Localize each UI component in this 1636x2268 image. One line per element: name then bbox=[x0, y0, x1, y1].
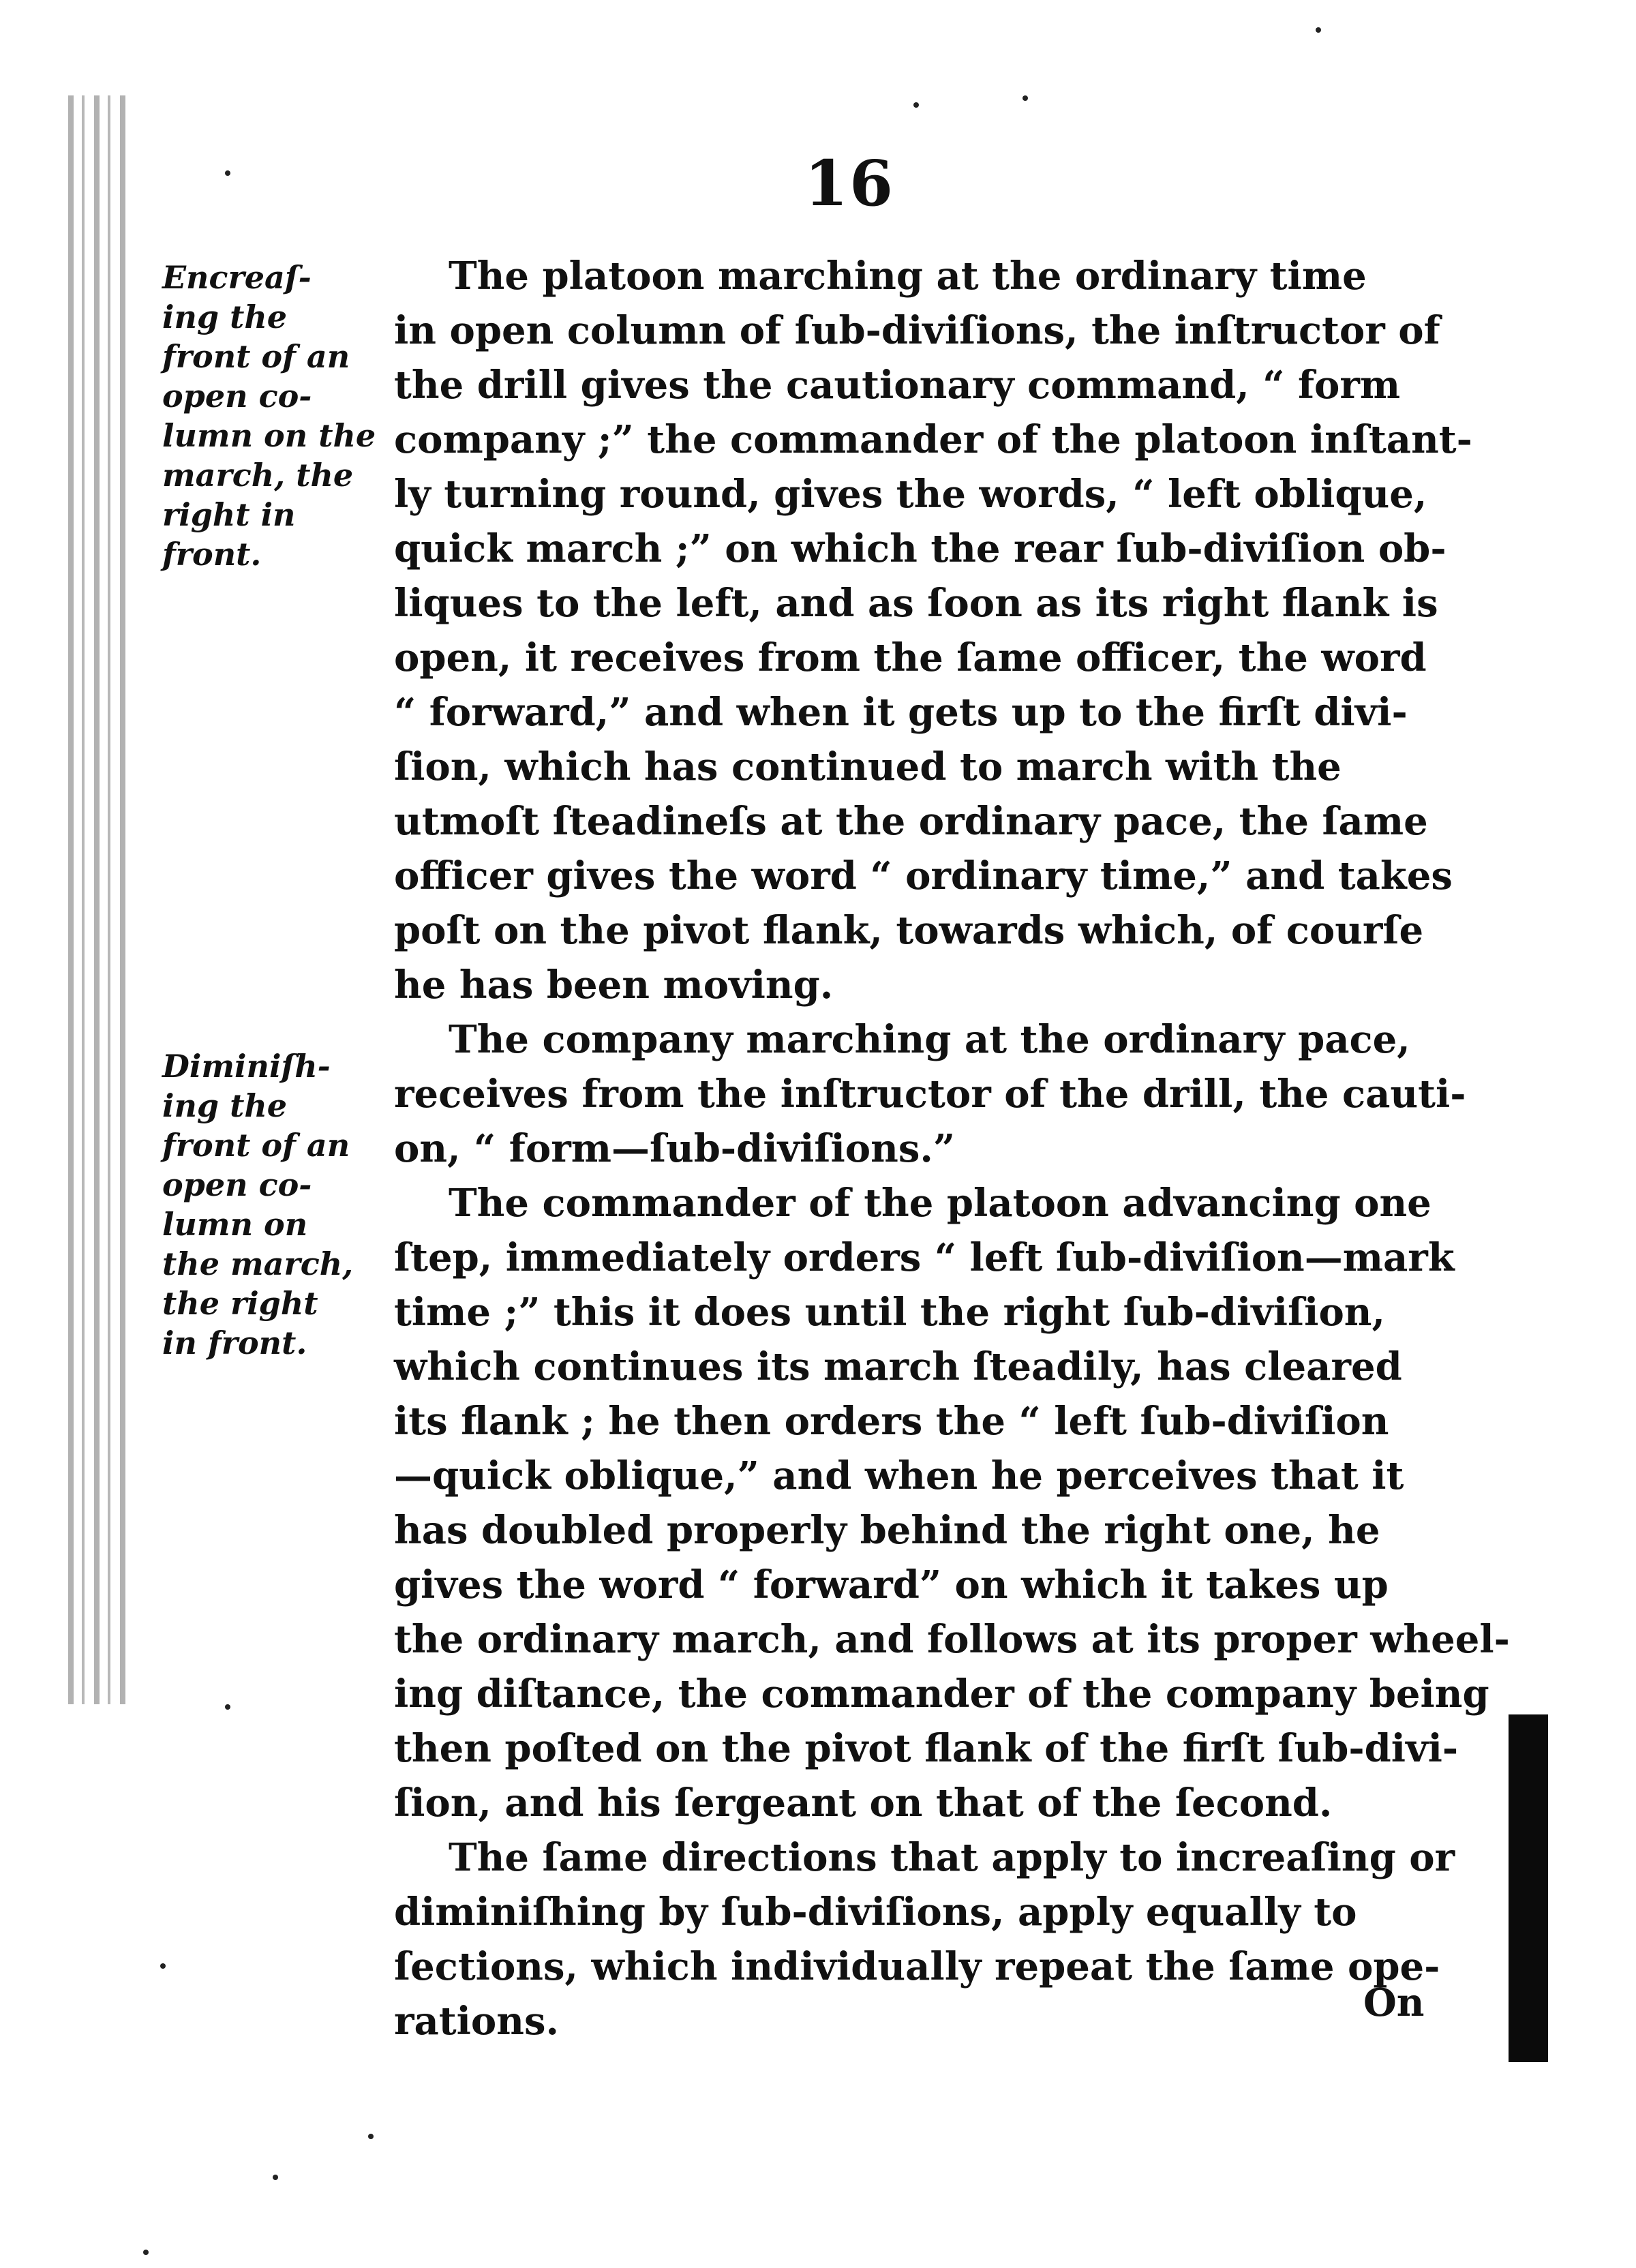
body-line: ſion, and his ſergeant on that of the ſecond. bbox=[394, 1781, 1333, 1826]
body-line: The company marching at the ordinary pace, bbox=[449, 1017, 1410, 1062]
body-line: ſections, which individually repeat the ſame ope- bbox=[394, 1944, 1440, 1989]
margin-note-increasing bbox=[162, 258, 387, 574]
body-line: utmoſt ſteadineſs at the ordinary pace, the ſame bbox=[394, 799, 1428, 844]
body-line: diminiſhing by ſub-diviſions, apply equally to bbox=[394, 1890, 1357, 1935]
margin-note-line: ing the bbox=[162, 1087, 288, 1124]
body-line: receives from the inſtructor of the drill, the cauti- bbox=[394, 1072, 1466, 1117]
page-number: 16 bbox=[804, 147, 895, 220]
body-line: gives the word “ forward” on which it takes up bbox=[394, 1562, 1389, 1607]
margin-note-line: the march, bbox=[162, 1245, 354, 1282]
body-text bbox=[394, 249, 1510, 2048]
body-line: open, it receives from the ſame officer, the word bbox=[394, 635, 1427, 680]
margin-note-line: march, the bbox=[162, 457, 354, 494]
margin-note-diminishing bbox=[162, 1046, 387, 1363]
scan-bar bbox=[1509, 1714, 1548, 2062]
body-line: ing diſtance, the commander of the company being bbox=[394, 1672, 1489, 1717]
body-line: ſtep, immediately orders “ left ſub-diviſion—mark bbox=[394, 1235, 1455, 1280]
margin-note-line: front. bbox=[162, 536, 262, 573]
margin-note-line: Encreaſ- bbox=[162, 259, 312, 296]
body-line: poſt on the pivot flank, towards which, of courſe bbox=[394, 908, 1424, 953]
body-line: has doubled properly behind the right one, he bbox=[394, 1508, 1380, 1553]
margin-note-line: open co- bbox=[162, 1166, 312, 1203]
body-line: which continues its march ſteadily, has cleared bbox=[394, 1344, 1402, 1389]
body-line: the ordinary march, and follows at its proper wheel- bbox=[394, 1617, 1510, 1662]
margin-note-line: front of an bbox=[162, 1127, 350, 1164]
margin-note-line: front of an bbox=[162, 338, 350, 375]
body-line: The ſame directions that apply to increaſing or bbox=[449, 1835, 1455, 1880]
body-line: ly turning round, gives the words, “ left oblique, bbox=[394, 472, 1427, 517]
margin-note-line: lumn on the bbox=[162, 417, 376, 454]
body-line: rations. bbox=[394, 1999, 560, 2044]
body-line: on, “ form—ſub-diviſions.” bbox=[394, 1126, 956, 1171]
body-line: officer gives the word “ ordinary time,” and takes bbox=[394, 853, 1453, 898]
body-line: its flank ; he then orders the “ left ſub-diviſion bbox=[394, 1399, 1389, 1444]
body-line: The commander of the platoon advancing one bbox=[449, 1181, 1432, 1226]
body-line: he has been moving. bbox=[394, 963, 834, 1008]
margin-note-line: lumn on bbox=[162, 1206, 308, 1243]
body-line: quick march ;” on which the rear ſub-diviſion ob- bbox=[394, 526, 1446, 571]
margin-note-line: ing the bbox=[162, 299, 288, 335]
catchword: On bbox=[1363, 1980, 1425, 2025]
body-line: The platoon marching at the ordinary time bbox=[449, 254, 1367, 299]
margin-note-line: the right bbox=[162, 1285, 318, 1322]
body-line: liques to the left, and as ſoon as its right flank is bbox=[394, 581, 1438, 626]
body-line: then poſted on the pivot flank of the firſt ſub-divi- bbox=[394, 1726, 1459, 1771]
body-line: time ;” this it does until the right ſub-diviſion, bbox=[394, 1290, 1386, 1335]
margin-note-line: Diminiſh- bbox=[162, 1048, 331, 1085]
body-line: company ;” the commander of the platoon inſtant- bbox=[394, 417, 1472, 462]
body-line: ſion, which has continued to march with the bbox=[394, 744, 1342, 789]
margin-note-line: in front. bbox=[162, 1325, 307, 1361]
body-line: —quick oblique,” and when he perceives that it bbox=[394, 1453, 1404, 1498]
margin-note-line: right in bbox=[162, 496, 296, 533]
body-line: in open column of ſub-diviſions, the inſtructor of bbox=[394, 308, 1440, 353]
body-line: the drill gives the cautionary command, “ form bbox=[394, 363, 1401, 408]
binding-edge bbox=[68, 95, 133, 1704]
body-line: “ forward,” and when it gets up to the firſt divi- bbox=[394, 690, 1408, 735]
margin-note-line: open co- bbox=[162, 378, 312, 414]
